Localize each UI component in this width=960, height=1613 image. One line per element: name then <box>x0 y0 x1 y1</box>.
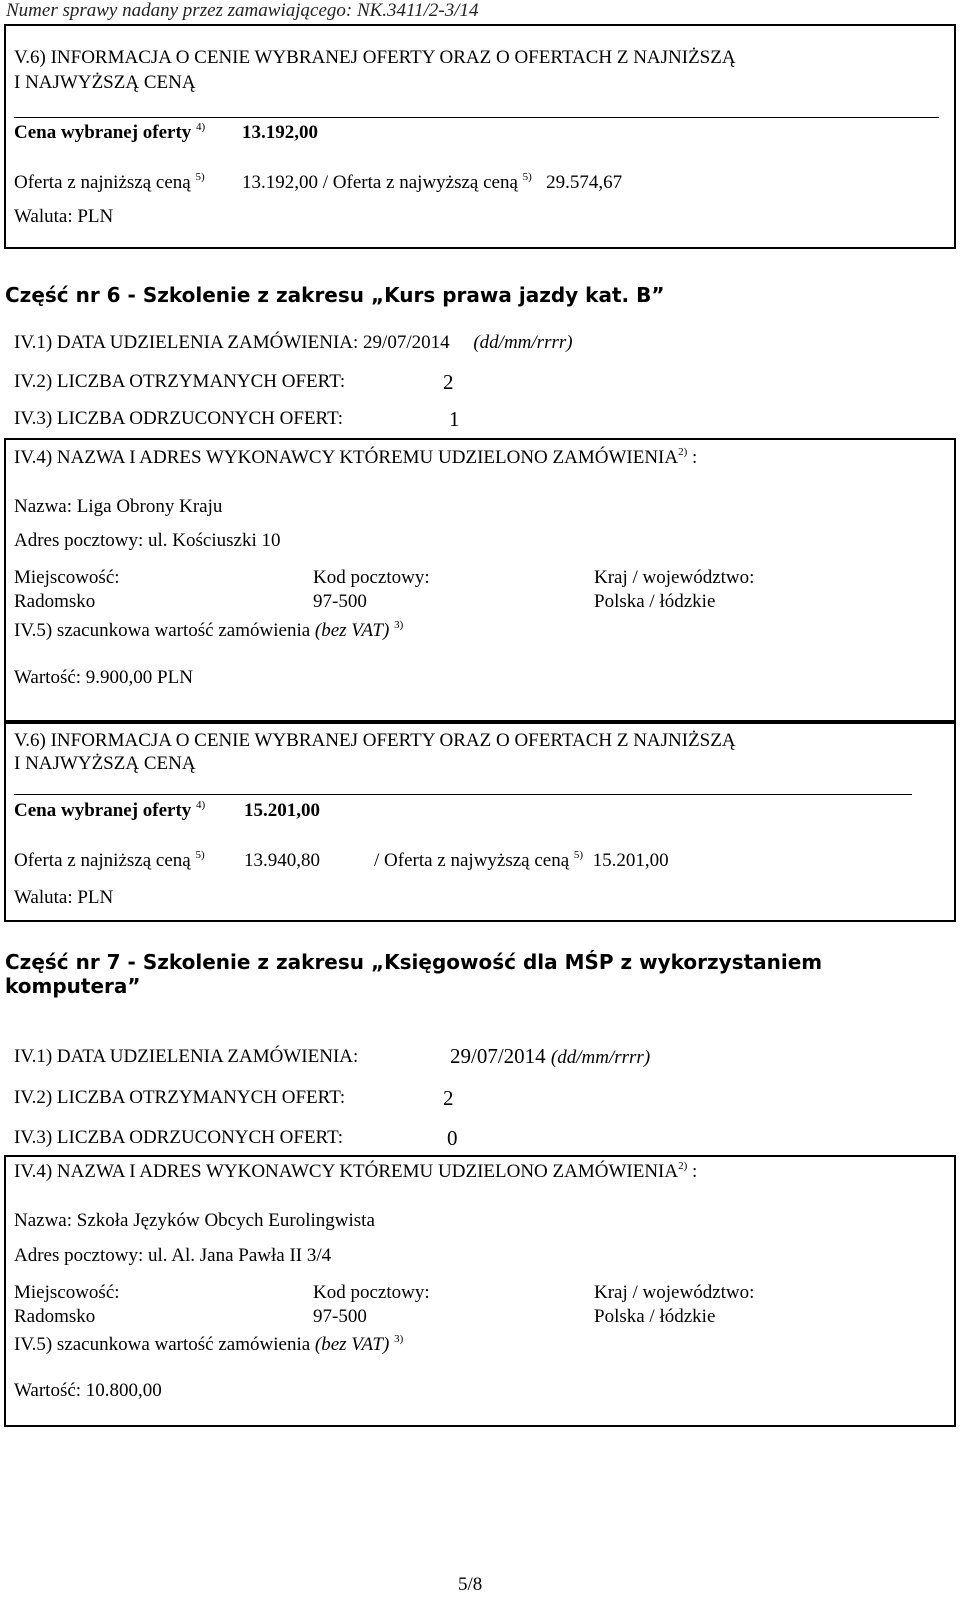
price-info-title-1: V.6) INFORMACJA O CENIE WYBRANEJ OFERTY ORAZ O OFERTACH Z NAJNIŻSZĄ <box>14 47 736 68</box>
selected-offer-label: Cena wybranej oferty $^{4)}$ <box>14 121 206 143</box>
p7-contractor-name: Nazwa: Szkoła Języków Obcych Eurolingwista <box>14 1210 375 1231</box>
p6-postal-label: Kod pocztowy: <box>313 567 430 588</box>
lowest-highest-offer: 13.192,00 / Oferta z najwyższą ceną $^{5)}$ 29.574,67 <box>242 171 623 193</box>
selected-offer-value: 13.192,00 <box>242 122 318 143</box>
part-7-title: Część nr 7 - Szkolenie z zakresu „Księgowość dla MŚP z wykorzystaniem <box>5 950 823 974</box>
p7-city-label: Miejscowość: <box>14 1282 120 1303</box>
p7-award-date-label: IV.1) DATA UDZIELENIA ZAMÓWIENIA: <box>14 1046 359 1067</box>
page-number: 5/8 <box>458 1574 483 1595</box>
divider <box>14 794 912 795</box>
p6-value-label: IV.5) szacunkowa wartość zamówienia (bez VAT) $^{3)}$ <box>14 619 404 641</box>
p6-offers-rejected-label: IV.3) LICZBA ODRZUCONYCH OFERT: <box>14 408 344 429</box>
p7-offers-rejected-label: IV.3) LICZBA ODRZUCONYCH OFERT: <box>14 1127 344 1148</box>
p6-postal: 97-500 <box>313 591 367 612</box>
p7-offers-rejected: 0 <box>447 1126 458 1150</box>
p7-postal: 97-500 <box>313 1306 367 1327</box>
part-6-title: Część nr 6 - Szkolenie z zakresu „Kurs prawa jazdy kat. B” <box>5 283 665 307</box>
p6-contractor-name: Nazwa: Liga Obrony Kraju <box>14 496 223 517</box>
price-info-title-2b: I NAJWYŻSZĄ CENĄ <box>14 753 196 774</box>
p7-region-label: Kraj / województwo: <box>594 1282 755 1303</box>
currency: Waluta: PLN <box>14 206 114 227</box>
p7-city: Radomsko <box>14 1306 96 1327</box>
p7-address: Adres pocztowy: ul. Al. Jana Pawła II 3/4 <box>14 1245 332 1266</box>
p6-address: Adres pocztowy: ul. Kościuszki 10 <box>14 530 281 551</box>
p6-award-date: IV.1) DATA UDZIELENIA ZAMÓWIENIA: 29/07/2014 (dd/mm/rrrr) <box>14 332 573 353</box>
p6-offers-rejected: 1 <box>449 407 460 431</box>
p7-offers-received: 2 <box>443 1086 454 1110</box>
currency-2: Waluta: PLN <box>14 887 114 908</box>
selected-offer-label-2: Cena wybranej oferty $^{4)}$ <box>14 799 206 821</box>
highest-offer-2: / Oferta z najwyższą ceną $^{5)}$ 15.201,00 <box>374 849 669 871</box>
lowest-offer-value-2: 13.940,80 <box>244 850 320 871</box>
lowest-offer-label-2: Oferta z najniższą ceną $^{5)}$ <box>14 849 205 871</box>
price-info-box-2 <box>4 722 956 922</box>
price-info-title-1b: I NAJWYŻSZĄ CENĄ <box>14 72 196 93</box>
p7-award-date: 29/07/2014 (dd/mm/rrrr) <box>450 1044 651 1068</box>
divider <box>14 117 939 118</box>
p6-contractor-label: IV.4) NAZWA I ADRES WYKONAWCY KTÓREMU UDZIELONO ZAMÓWIENIA$^{2)}$ : <box>14 446 698 468</box>
p6-region-label: Kraj / województwo: <box>594 567 755 588</box>
p7-value-label: IV.5) szacunkowa wartość zamówienia (bez VAT) $^{3)}$ <box>14 1333 404 1355</box>
part-7-title-b: komputera” <box>5 974 141 998</box>
p6-city: Radomsko <box>14 591 96 612</box>
price-info-title-2: V.6) INFORMACJA O CENIE WYBRANEJ OFERTY ORAZ O OFERTACH Z NAJNIŻSZĄ <box>14 730 736 751</box>
lowest-offer-label: Oferta z najniższą ceną $^{5)}$ <box>14 171 205 193</box>
p6-region: Polska / łódzkie <box>594 591 716 612</box>
p6-value: Wartość: 9.900,00 PLN <box>14 667 193 688</box>
case-number: Numer sprawy nadany przez zamawiającego: NK.3411/2-3/14 <box>6 0 479 21</box>
p6-city-label: Miejscowość: <box>14 567 120 588</box>
p7-region: Polska / łódzkie <box>594 1306 716 1327</box>
p7-value: Wartość: 10.800,00 <box>14 1380 162 1401</box>
p7-contractor-label: IV.4) NAZWA I ADRES WYKONAWCY KTÓREMU UDZIELONO ZAMÓWIENIA$^{2)}$ : <box>14 1160 698 1182</box>
selected-offer-value-2: 15.201,00 <box>244 800 320 821</box>
p6-offers-received-label: IV.2) LICZBA OTRZYMANYCH OFERT: <box>14 371 346 392</box>
p7-postal-label: Kod pocztowy: <box>313 1282 430 1303</box>
p6-offers-received: 2 <box>443 370 454 394</box>
p7-offers-received-label: IV.2) LICZBA OTRZYMANYCH OFERT: <box>14 1087 346 1108</box>
